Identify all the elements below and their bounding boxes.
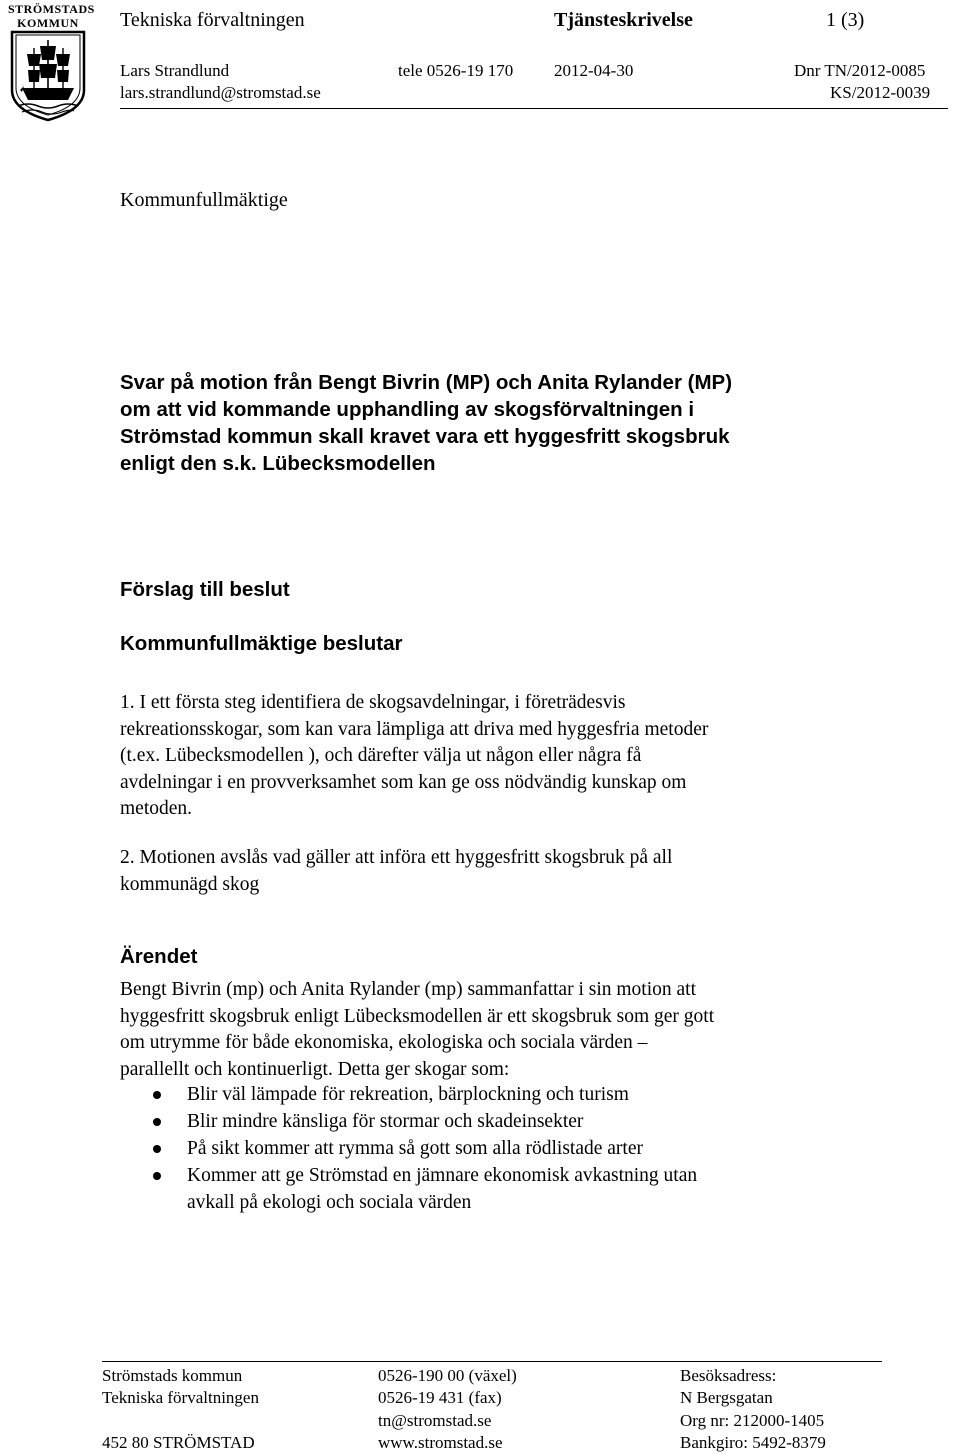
decision-item-1 xyxy=(120,690,840,823)
municipality-logo xyxy=(8,2,95,122)
footer-contact xyxy=(378,1365,517,1454)
footer-fax: 0526-19 431 (fax) xyxy=(378,1388,502,1408)
list-item xyxy=(120,1162,840,1216)
decision-line: avdelningar i en provverksamhet som kan ge oss nödvändig kunskap om xyxy=(120,771,687,793)
footer-visit-address: N Bergsgatan xyxy=(680,1388,773,1408)
matter-text xyxy=(120,977,840,1083)
footer-switchboard: 0526-190 00 (växel) xyxy=(378,1366,517,1385)
list-item xyxy=(120,1081,840,1108)
proposal-heading: Förslag till beslut xyxy=(120,578,290,601)
author-email[interactable]: lars.strandlund@stromstad.se xyxy=(120,83,321,102)
ship-emblem-icon xyxy=(8,30,88,122)
matter-line: Bengt Bivrin (mp) och Anita Rylander (mp) sammanfattar i sin motion att xyxy=(120,979,696,1000)
title-line: enligt den s.k. Lübecksmodellen xyxy=(120,452,436,475)
document-type: Tjänsteskrivelse xyxy=(554,9,693,31)
recipient: Kommunfullmäktige xyxy=(120,189,288,211)
document-date: 2012-04-30 xyxy=(554,61,634,80)
decision-line: 1. I ett första steg identifiera de skogsavdelningar, i företrädesvis xyxy=(120,692,626,713)
page-number: 1 (3) xyxy=(826,9,865,31)
logo-text-line2: KOMMUN xyxy=(17,16,79,30)
author-phone: tele 0526-19 170 xyxy=(398,61,514,80)
footer-bankgiro: Bankgiro: 5492-8379 xyxy=(680,1432,826,1452)
footer-org-name: Strömstads kommun xyxy=(102,1366,243,1385)
footer-postal-address: 452 80 STRÖMSTAD xyxy=(102,1432,255,1452)
title-line: Svar på motion från Bengt Bivrin (MP) och Anita Rylander (MP) xyxy=(120,371,733,394)
footer-department: Tekniska förvaltningen xyxy=(102,1388,259,1408)
list-item-text: Kommer att ge Strömstad en jämnare ekonomisk avkastning utan xyxy=(187,1165,698,1186)
title-line: Strömstad kommun skall kravet vara ett hyggesfritt skogsbruk xyxy=(120,425,730,448)
matter-line: hyggesfritt skogsbruk enligt Lübecksmodellen är ett skogsbruk som ger gott xyxy=(120,1005,715,1027)
matter-line: parallellt och kontinuerligt. Detta ger skogar som: xyxy=(120,1058,510,1080)
title-line: om att vid kommande upphandling av skogsförvaltningen i xyxy=(120,398,695,421)
list-item xyxy=(120,1108,840,1135)
footer-blank xyxy=(102,1410,259,1432)
decision-item-2 xyxy=(120,845,840,898)
registration-number-tn: Dnr TN/2012-0085 xyxy=(794,61,926,80)
footer-org-number: Org nr: 212000-1405 xyxy=(680,1410,825,1430)
decision-heading: Kommunfullmäktige beslutar xyxy=(120,632,403,655)
footer-details xyxy=(680,1365,826,1454)
department-name: Tekniska förvaltningen xyxy=(120,9,305,31)
footer-visit-label: Besöksadress: xyxy=(680,1366,777,1385)
registration-number-ks: KS/2012-0039 xyxy=(830,83,931,102)
decision-line: metoden. xyxy=(120,798,193,819)
logo-text-line1: STRÖMSTADS xyxy=(8,2,95,16)
list-item-text: På sikt kommer att rymma så gott som alla rödlistade arter xyxy=(187,1138,643,1159)
list-item-text: Blir mindre känsliga för stormar och skadeinsekter xyxy=(187,1111,584,1132)
benefits-list xyxy=(120,1081,840,1216)
decision-line: (t.ex. Lübecksmodellen ), och därefter välja ut någon eller några få xyxy=(120,745,642,766)
author-name: Lars Strandlund xyxy=(120,61,230,80)
decision-line: kommunägd skog xyxy=(120,873,260,895)
list-item-text: avkall på ekologi och sociala värden xyxy=(187,1192,472,1213)
header-divider xyxy=(120,108,948,109)
document-title xyxy=(120,369,840,477)
footer-email[interactable]: tn@stromstad.se xyxy=(378,1410,492,1430)
footer-organization xyxy=(102,1365,259,1454)
matter-line: om utrymme för både ekonomiska, ekologiska och sociala värden – xyxy=(120,1032,648,1053)
list-item xyxy=(120,1135,840,1162)
matter-heading: Ärendet xyxy=(120,945,198,968)
footer-website[interactable]: www.stromstad.se xyxy=(378,1432,503,1452)
footer-divider xyxy=(102,1361,882,1362)
decision-line: rekreationsskogar, som kan vara lämpliga att driva med hyggesfria metoder xyxy=(120,718,709,740)
decision-line: 2. Motionen avslås vad gäller att införa ett hyggesfritt skogsbruk på all xyxy=(120,847,673,868)
list-item-text: Blir väl lämpade för rekreation, bärplockning och turism xyxy=(187,1084,629,1105)
